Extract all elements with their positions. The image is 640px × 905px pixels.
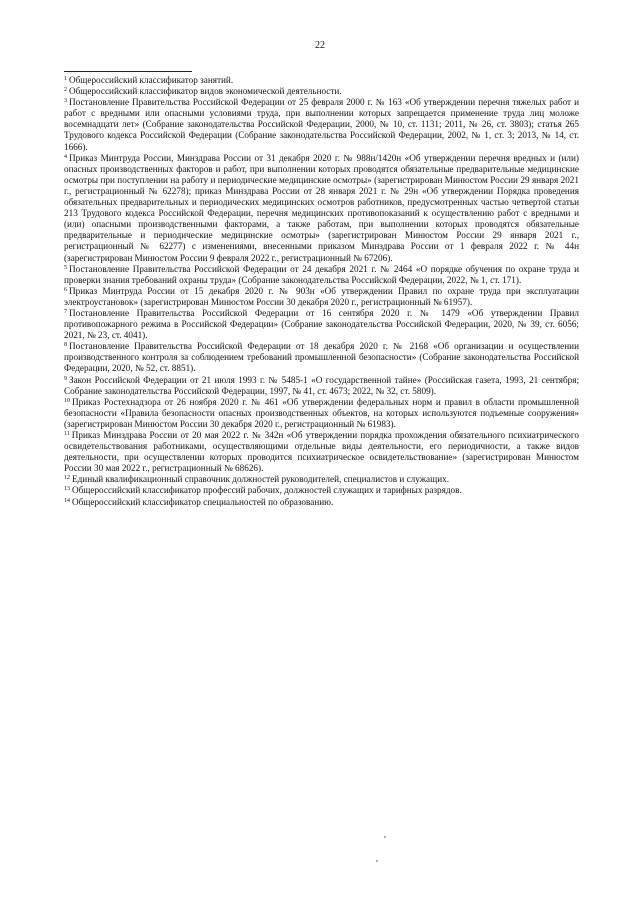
footnote-mark: 14 bbox=[64, 497, 70, 504]
footnote-text: Общероссийский классификатор профессий рабочих, должностей служащих и тарифных разрядов. bbox=[72, 485, 462, 496]
footnote-9 bbox=[64, 375, 579, 397]
scan-speck bbox=[384, 836, 386, 838]
footnote-4 bbox=[64, 153, 579, 264]
scan-speck bbox=[376, 860, 378, 862]
footnotes-list bbox=[64, 75, 579, 508]
footnote-mark: 3 bbox=[64, 98, 67, 105]
footnote-7 bbox=[64, 308, 579, 341]
footnote-5 bbox=[64, 264, 579, 286]
footnote-text: Приказ Минтруда России, Минздрава России от 31 декабря 2020 г. № 988н/1420н «Об утверждении перечня вредных и (или) опасных производственных факторов и работ, при выполнении которых проводятся обязательные предварительные медицинские осмотры при поступлении на работу и периодические медицинские осмотры» (зарегистрирован Минюстом России 29 января 2021 г., регистрационный № 62278); приказ Минздрава России от 28 января 2021 г. № 29н «Об утверждении Порядка проведения обязательных предварительных и периодических медицинских осмотров работников, предусмотренных частью четвертой статьи 213 Трудового кодекса Российской Федерации, перечня медицинских противопоказаний к осуществлению работ с вредными и (или) опасными производственными факторами, а также работам, при выполнении которых проводятся обязательные предварительные и периодические медицинские осмотры» (зарегистрирован Минюстом России 29 января 2021 г., регистрационный № 62277) с изменениями, внесенными приказом Минздрава России от 1 февраля 2022 г. № 44н (зарегистрирован Минюстом России 9 февраля 2022 г., регистрационный № 67206). bbox=[64, 152, 579, 263]
footnote-text: Приказ Ростехнадзора от 26 ноября 2020 г. № 461 «Об утверждении федеральных норм и правил в области промышленной безопасности «Правила безопасности опасных производственных объектов, на которых используются подъемные сооружения» (зарегистрирован Минюстом России 30 декабря 2020 г., регистрационный № 61983). bbox=[64, 396, 579, 429]
footnote-8 bbox=[64, 341, 579, 374]
footnote-1 bbox=[64, 75, 579, 86]
footnote-13 bbox=[64, 485, 579, 496]
footnote-mark: 12 bbox=[64, 475, 70, 482]
footnote-mark: 10 bbox=[64, 397, 70, 404]
footnote-text: Общероссийский классификатор специальностей по образованию. bbox=[72, 496, 334, 507]
footnote-text: Приказ Минздрава России от 20 мая 2022 г. № 342н «Об утверждении порядка прохождения обязательного психиатрического освидетельствования работниками, осуществляющими отдельные виды деятельности, его периодичности, а также видов деятельности, при осуществлении которых проводится психиатрическое освидетельствование» (зарегистрирован Минюстом России 30 мая 2022 г., регистрационный № 68626). bbox=[64, 430, 579, 474]
footnote-mark: 8 bbox=[64, 342, 67, 349]
footnote-mark: 4 bbox=[64, 153, 67, 160]
page-number: 22 bbox=[315, 40, 325, 51]
footnote-14 bbox=[64, 497, 579, 508]
footnote-mark: 11 bbox=[64, 431, 70, 437]
footnote-text: Общероссийский классификатор видов экономической деятельности. bbox=[69, 86, 342, 97]
footnote-separator bbox=[64, 71, 192, 72]
footnote-11 bbox=[64, 430, 579, 474]
footnote-text: Постановление Правительства Российской Федерации от 16 сентября 2020 г. № 1479 «Об утверждении Правил противопожарного режима в Российской Федерации» (Собрание законодательства Российской Федерации, 2020, № 39, ст. 6056; 2021, № 23, ст. 4041). bbox=[64, 307, 579, 341]
footnote-text: Закон Российской Федерации от 21 июля 1993 г. № 5485-1 «О государственной тайне» (Российская газета, 1993, 21 сентября; Собрание законодательства Российской Федерации, 1997, № 41, ст. 4673; 2022, № 32, ст. 5809). bbox=[64, 374, 579, 396]
footnote-text: Единый квалификационный справочник должностей руководителей, специалистов и служащих. bbox=[72, 474, 450, 485]
footnote-mark: 13 bbox=[64, 486, 70, 493]
footnote-text: Приказ Минтруда России от 15 декабря 2020 г. № 903н «Об утверждении Правил по охране труда при эксплуатации электроустановок» (зарегистрирован Минюстом России 30 декабря 2020 г., регистрационный № 61957). bbox=[64, 285, 579, 307]
footnote-3 bbox=[64, 97, 579, 152]
footnote-12 bbox=[64, 474, 579, 485]
footnote-10 bbox=[64, 397, 579, 430]
footnote-mark: 7 bbox=[64, 308, 67, 315]
footnote-mark: 6 bbox=[64, 286, 67, 293]
footnote-text: Постановление Правительства Российской Федерации от 18 декабря 2020 г. № 2168 «Об организации и осуществлении производственного контроля за соблюдением требований промышленной безопасности» (Собрание законодательства Российской Федерации, 2020, № 52, ст. 8851). bbox=[64, 341, 579, 374]
footnote-text: Общероссийский классификатор занятий. bbox=[69, 75, 234, 85]
footnote-6 bbox=[64, 286, 579, 308]
footnote-mark: 1 bbox=[64, 76, 67, 82]
footnote-2 bbox=[64, 86, 579, 97]
footnote-text: Постановление Правительства Российской Федерации от 25 февраля 2000 г. № 163 «Об утверждении перечня тяжелых работ и работ с вредными или опасными условиями труда, при выполнении которых запрещается применение труда лиц моложе восемнадцати лет» (Собрание законодательства Российской Федерации, 2000, № 10, ст. 1131; 2011, № 26, ст. 3803); статья 265 Трудового кодекса Российской Федерации (Собрание законодательства Российской Федерации, 2002, № 1, ст. 3; 2013, № 14, ст. 1666). bbox=[64, 97, 579, 152]
footnote-mark: 5 bbox=[64, 264, 67, 271]
footnote-mark: 2 bbox=[64, 87, 67, 94]
footnote-mark: 9 bbox=[64, 375, 67, 382]
footnote-text: Постановление Правительства Российской Федерации от 24 декабря 2021 г. № 2464 «О порядке обучения по охране труда и проверки знания требований охраны труда» (Собрание законодательства Российской Федерации, 2022, № 1, ст. 171). bbox=[64, 263, 579, 285]
